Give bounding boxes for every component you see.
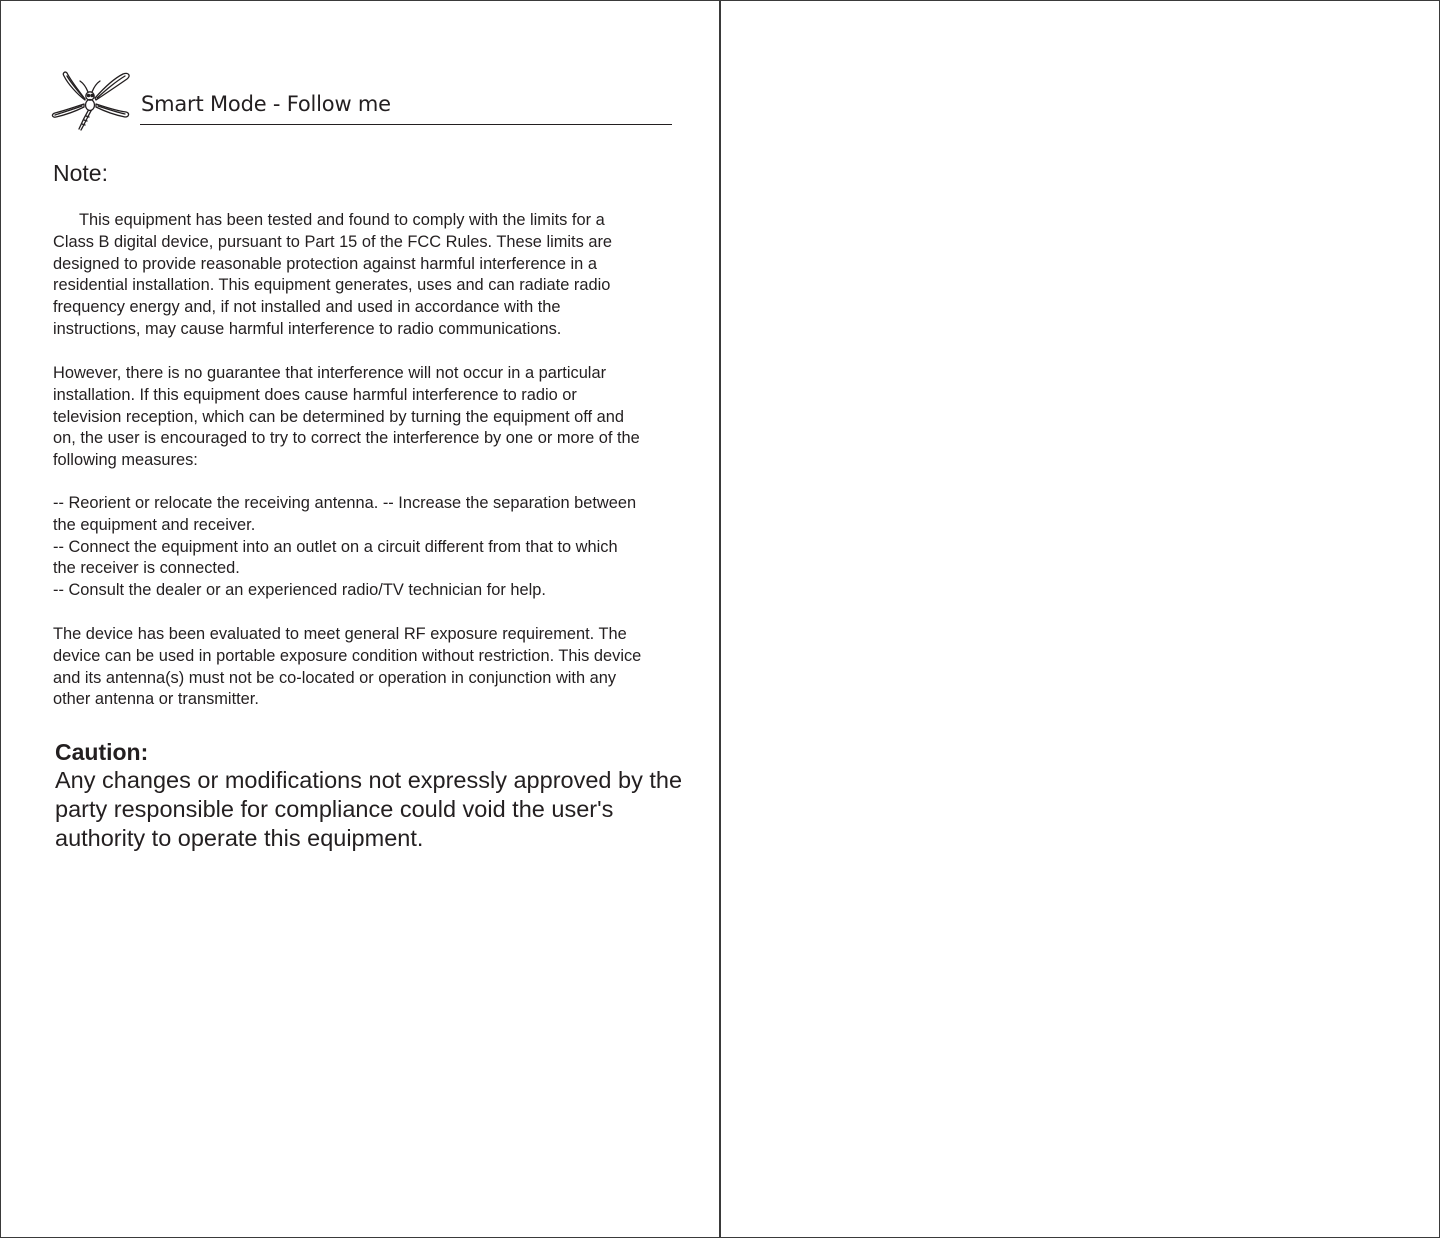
- list-item: the equipment and receiver.: [53, 515, 256, 534]
- paragraph-line: The device has been evaluated to meet general RF exposure requirement. The: [53, 625, 627, 643]
- dragonfly-icon: [49, 69, 133, 131]
- paragraph-line: Any changes or modifications not expressly approved by the: [55, 767, 683, 793]
- section-title: Smart Mode - Follow me: [141, 92, 391, 116]
- paragraph-line: device can be used in portable exposure condition without restriction. This device: [53, 646, 642, 665]
- paragraph-line: following measures:: [53, 451, 198, 470]
- paragraph-line: frequency energy and, if not installed and used in accordance with the: [53, 298, 561, 317]
- paragraph-line: Class B digital device, pursuant to Part 15 of the FCC Rules. These limits are: [53, 232, 613, 251]
- paragraph-line: However, there is no guarantee that interference will not occur in a particular: [53, 364, 607, 382]
- list-item: the receiver is connected.: [53, 559, 240, 578]
- list-item: -- Reorient or relocate the receiving antenna. -- Increase the separation between: [53, 494, 637, 512]
- right-page: [719, 0, 1440, 1238]
- paragraph-line: installation. If this equipment does cause harmful interference to radio or: [53, 385, 577, 404]
- paragraph-line: designed to provide reasonable protection against harmful interference in a: [53, 254, 597, 273]
- left-page: [0, 0, 721, 1238]
- note-heading: Note:: [53, 160, 108, 186]
- paragraph-line: instructions, may cause harmful interference to radio communications.: [53, 319, 562, 338]
- caution-paragraph: [55, 766, 715, 854]
- paragraph-line: This equipment has been tested and found to comply with the limits for a: [79, 211, 605, 229]
- fcc-compliance-paragraph: [53, 210, 713, 341]
- section-header: [49, 69, 672, 129]
- paragraph-line: residential installation. This equipment generates, uses and can radiate radio: [53, 276, 611, 295]
- paragraph-line: and its antenna(s) must not be co-located or operation in conjunction with any: [53, 668, 617, 687]
- measures-list: [53, 493, 713, 602]
- title-underline: [140, 124, 672, 125]
- list-item: -- Connect the equipment into an outlet on a circuit different from that to which: [53, 537, 618, 556]
- paragraph-line: authority to operate this equipment.: [55, 825, 424, 852]
- caution-heading: Caution:: [55, 739, 149, 765]
- paragraph-line: on, the user is encouraged to try to correct the interference by one or more of the: [53, 429, 640, 448]
- paragraph-line: party responsible for compliance could void the user's: [55, 796, 614, 823]
- paragraph-line: other antenna or transmitter.: [53, 690, 259, 709]
- paragraph-line: television reception, which can be determined by turning the equipment off and: [53, 407, 624, 426]
- interference-paragraph: [53, 363, 713, 472]
- rf-exposure-paragraph: [53, 624, 713, 711]
- list-item: -- Consult the dealer or an experienced radio/TV technician for help.: [53, 581, 546, 600]
